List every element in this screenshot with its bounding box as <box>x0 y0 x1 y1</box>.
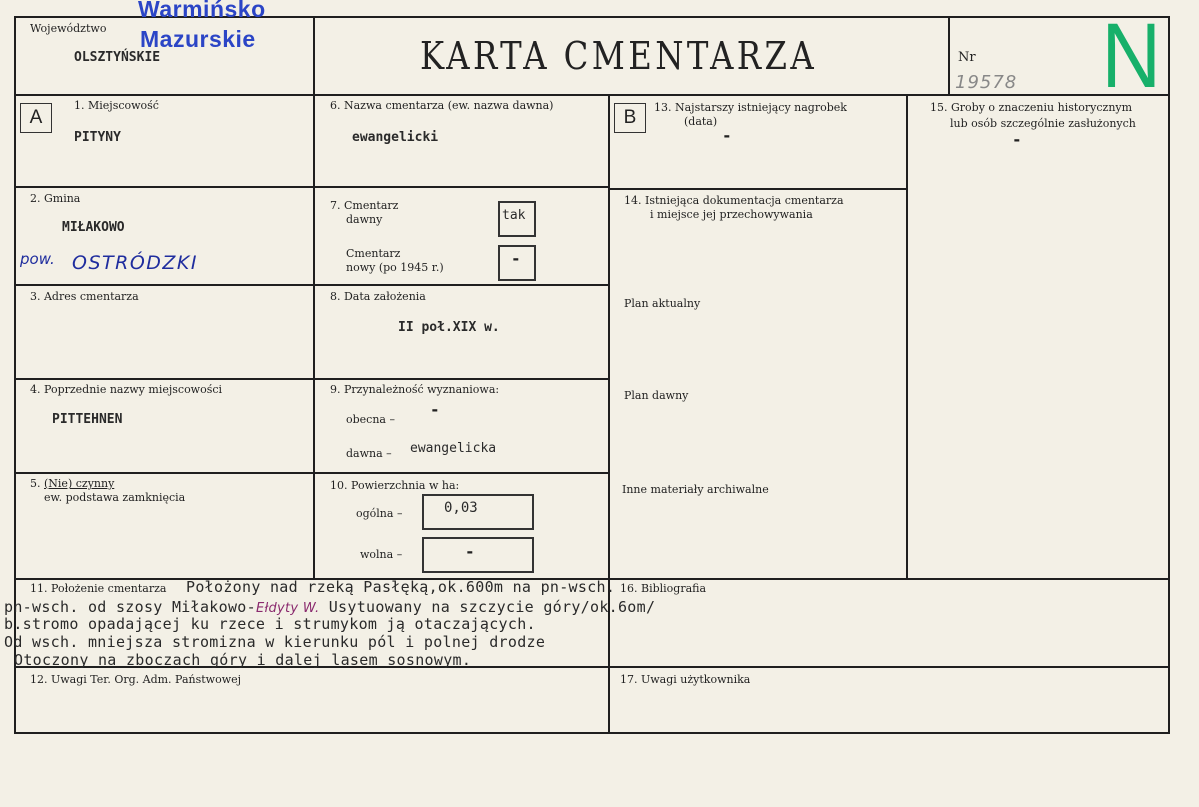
nr-label: Nr <box>958 50 976 65</box>
field-14-other-materials: Inne materiały archiwalne <box>622 483 769 496</box>
section-a-marker: A <box>20 103 52 133</box>
frame-right <box>1168 16 1170 734</box>
section-b-marker: B <box>614 103 646 133</box>
province-stamp-line1: Warmińsko <box>138 0 266 22</box>
field-11-line1: Położony nad rzeką Pasłęką,ok.600m na pn-wsch. <box>186 578 616 596</box>
field-10-free-label: wolna – <box>360 548 403 561</box>
field-10-total-label: ogólna – <box>356 507 403 520</box>
field-7-new-label-line1: Cmentarz <box>346 247 401 260</box>
field-16-label: 16. Bibliografia <box>620 582 707 595</box>
field-14-label-line2: i miejsce jej przechowywania <box>650 208 813 221</box>
field-14-plan-current: Plan aktualny <box>624 297 701 310</box>
field-14-label-line1: 14. Istniejąca dokumentacja cmentarza <box>624 194 844 207</box>
province-stamp-line2: Mazurskie <box>140 26 256 52</box>
field-9-label: 9. Przynależność wyznaniowa: <box>330 383 500 396</box>
field-10-label: 10. Powierzchnia w ha: <box>330 479 460 492</box>
nr-mark-green: N <box>1101 5 1162 107</box>
col-divider-nr <box>948 16 950 96</box>
card-title: KARTA CMENTARZA <box>420 34 818 78</box>
col-divider-2 <box>608 96 610 732</box>
field-2-label: 2. Gmina <box>30 192 81 205</box>
field-5-label-line2: ew. podstawa zamknięcia <box>44 491 186 504</box>
field-15-label-line2: lub osób szczególnie zasłużonych <box>950 117 1136 130</box>
field-8-value: II poł.XIX w. <box>398 320 500 335</box>
field-3-label: 3. Adres cmentarza <box>30 290 139 303</box>
field-6-label: 6. Nazwa cmentarza (ew. nazwa dawna) <box>330 99 554 112</box>
field-7-new-label-line2: nowy (po 1945 r.) <box>346 261 444 274</box>
field-11-label: 11. Położenie cmentarza <box>30 582 167 595</box>
field-11-line2 <box>4 598 655 616</box>
province-label: Województwo <box>30 22 107 35</box>
field-7-old-label-line1: 7. Cmentarz <box>330 199 399 212</box>
field-11-line2-b: Usytuowany na szczycie góry/ok.6om/ <box>319 598 656 616</box>
field-5-label <box>30 476 114 491</box>
province-value: OLSZTYŃSKIE <box>74 50 161 65</box>
nr-value: 19578 <box>955 72 1018 93</box>
field-9-current-label: obecna – <box>346 413 395 426</box>
field-4-value: PITTEHNEN <box>52 412 123 427</box>
field-14-plan-old: Plan dawny <box>624 389 689 402</box>
field-12-label: 12. Uwagi Ter. Org. Adm. Państwowej <box>30 673 242 686</box>
field-2-value: MIŁAKOWO <box>62 220 125 235</box>
field-2-hand-value: OSTRÓDZKI <box>72 252 198 274</box>
field-6-value: ewangelicki <box>352 130 439 145</box>
field-13-value: - <box>722 126 732 145</box>
field-10-total-box <box>422 494 534 530</box>
row-line-3 <box>14 378 610 380</box>
field-5-label-status: (Nie) czynny <box>44 477 115 490</box>
field-15-label-line1: 15. Groby o znaczeniu historycznym <box>930 101 1133 114</box>
field-13-label-line2: (data) <box>684 115 718 128</box>
field-11-line2-hand: Ełdyty W. <box>255 601 320 616</box>
row-line-1 <box>14 186 610 188</box>
field-1-value: PITYNY <box>74 130 121 145</box>
field-7-new-value: - <box>511 249 521 268</box>
field-5-label-number: 5. <box>30 477 44 490</box>
field-8-label: 8. Data założenia <box>330 290 426 303</box>
field-17-label: 17. Uwagi użytkownika <box>620 673 751 686</box>
field-11-line5: Otoczony na zboczach góry i dalej lasem sosnowym. <box>14 651 472 669</box>
field-4-label: 4. Poprzednie nazwy miejscowości <box>30 383 223 396</box>
field-7-old-label-line2: dawny <box>346 213 383 226</box>
row-line-b1 <box>610 188 906 190</box>
col-divider-3 <box>906 96 908 580</box>
frame-bottom <box>14 732 1170 734</box>
row-line-4 <box>14 472 610 474</box>
field-10-free-value: - <box>465 542 475 561</box>
field-10-free-box <box>422 537 534 573</box>
field-1-label: 1. Miejscowość <box>74 99 159 112</box>
field-9-current-value: - <box>430 400 440 419</box>
field-9-former-label: dawna – <box>346 447 392 460</box>
field-10-total-value: 0,03 <box>444 500 478 516</box>
field-2-hand-prefix: pow. <box>20 250 55 268</box>
field-11-line4: Od wsch. mniejsza stromizna w kierunku pól i polnej drodze <box>4 633 546 651</box>
field-11-line3: b.stromo opadającej ku rzece i strumykom ją otaczających. <box>4 615 536 633</box>
field-9-former-value: ewangelicka <box>410 441 497 456</box>
row-line-2 <box>14 284 610 286</box>
field-13-label-line1: 13. Najstarszy istniejący nagrobek <box>654 101 847 114</box>
field-7-old-value: tak <box>502 208 526 223</box>
field-15-value: - <box>1012 130 1022 149</box>
col-divider-1 <box>313 16 315 580</box>
header-divider <box>14 94 1170 96</box>
field-11-line2-a: pn-wsch. od szosy Miłakowo- <box>4 598 256 616</box>
